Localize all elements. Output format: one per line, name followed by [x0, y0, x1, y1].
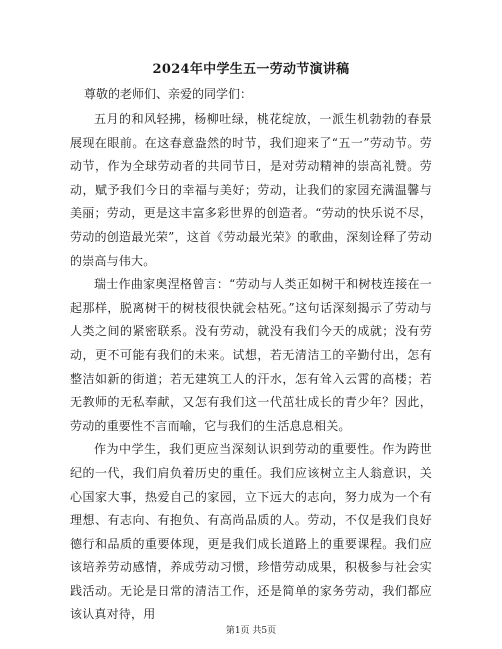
- page-title: 2024年中学生五一劳动节演讲稿: [152, 62, 350, 77]
- paragraph-3: 作为中学生，我们更应当深刻认识到劳动的重要性。作为跨世纪的一代，我们肩负着历史的重任。我们应该树立主人翁意识，关心国家大事，热爱自己的家园，立下远大的志向，努力成为一个有理想、有志向、有抱负、有高尚品质的人。劳动，不仅是我们良好德行和品质的重要体现，更是我们成长道路上的重要课程。我们应该培养劳动感情，养成劳动习惯，珍惜劳动成果，积极参与社会实践活动。无论是日常的清洁工作，还是简单的家务劳动，我们都应该认真对待，用: [70, 442, 432, 622]
- salutation: 尊敬的老师们、亲爱的同学们：: [84, 87, 253, 101]
- page-footer: 第1页 共5页: [225, 626, 277, 636]
- paragraph-1: 五月的和风轻拂，杨柳吐绿，桃花绽放，一派生机勃勃的春景展现在眼前。在这春意盎然的时节，我们迎来了“五一”劳动节。劳动节，作为全球劳动者的共同节日，是对劳动精神的崇高礼赞。劳动，赋予我们今日的幸福与美好；劳动，让我们的家园充满温馨与美丽；劳动，更是这丰富多彩世界的创造者。“劳动的快乐说不尽，劳动的创造最光荣”，这首《劳动最光荣》的歌曲，深刻诠释了劳动的崇高与伟大。: [70, 112, 432, 268]
- paragraph-2: 瑞士作曲家奥涅格曾言：“劳动与人类正如树干和树枝连接在一起那样，脱离树干的树枝很快就会枯死。”这句话深刻揭示了劳动与人类之间的紧密联系。没有劳动，就没有我们今天的成就；没有劳动，更不可能有我们的未来。试想，若无清洁工的辛勤付出，怎有整洁如新的街道；若无建筑工人的汗水，怎有耸入云霄的高楼；若无教师的无私奉献，又怎有我们这一代茁壮成长的青少年？因此，劳动的重要性不言而喻，它与我们的生活息息相关。: [70, 277, 432, 433]
- document-body: [70, 108, 432, 627]
